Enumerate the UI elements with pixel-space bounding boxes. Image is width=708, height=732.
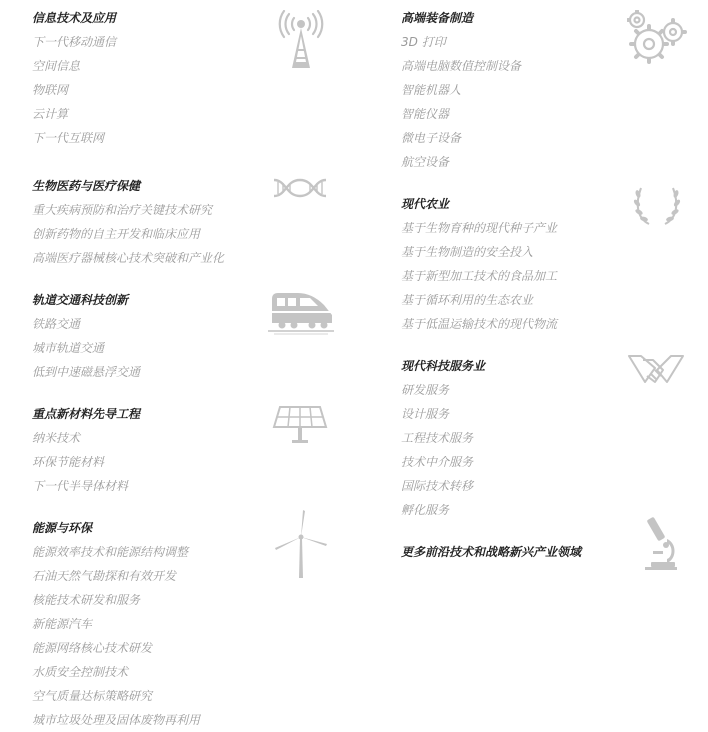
section-item[interactable]: 能源效率技术和能源结构调整 [32, 545, 189, 559]
section-item[interactable]: 技术中介服务 [401, 455, 474, 469]
section-item[interactable]: 微电子设备 [401, 131, 462, 145]
section-title[interactable]: 信息技术及应用 [32, 11, 117, 25]
section-item[interactable]: 高端电脑数值控制设备 [401, 59, 522, 73]
section-item[interactable]: 重大疾病预防和治疗关键技术研究 [32, 203, 213, 217]
microscope-icon [639, 515, 679, 571]
section-item[interactable]: 基于低温运输技术的现代物流 [401, 317, 558, 331]
section-item[interactable]: 下一代移动通信 [32, 35, 117, 49]
section-title[interactable]: 现代农业 [401, 197, 450, 211]
section-item[interactable]: 空间信息 [32, 59, 81, 73]
section-title[interactable]: 高端装备制造 [401, 11, 474, 25]
section-item[interactable]: 云计算 [32, 107, 69, 121]
section-title[interactable]: 更多前沿技术和战略新兴产业领域 [401, 545, 582, 559]
section-title[interactable]: 重点新材料先导工程 [32, 407, 141, 421]
dna-icon [272, 178, 328, 198]
section-item[interactable]: 创新药物的自主开发和临床应用 [32, 227, 201, 241]
section-item[interactable]: 下一代半导体材料 [32, 479, 129, 493]
section-item[interactable]: 低到中速磁悬浮交通 [32, 365, 141, 379]
handshake-icon [627, 352, 685, 388]
section-item[interactable]: 基于生物育种的现代种子产业 [401, 221, 558, 235]
gears-icon [627, 10, 687, 66]
section-item[interactable]: 石油天然气勘探和有效开发 [32, 569, 177, 583]
section-item[interactable]: 航空设备 [401, 155, 450, 169]
section-title[interactable]: 生物医药与医疗保健 [32, 179, 141, 193]
section-item[interactable]: 环保节能材料 [32, 455, 105, 469]
section-item[interactable]: 城市轨道交通 [32, 341, 105, 355]
section-item[interactable]: 铁路交通 [32, 317, 81, 331]
section-item[interactable]: 物联网 [32, 83, 69, 97]
section-item[interactable]: 智能机器人 [401, 83, 462, 97]
section-item[interactable]: 基于生物制造的安全投入 [401, 245, 534, 259]
section-item[interactable]: 国际技术转移 [401, 479, 474, 493]
section-item[interactable]: 孵化服务 [401, 503, 450, 517]
train-icon [268, 291, 334, 335]
section-title[interactable]: 现代科技服务业 [401, 359, 486, 373]
section-item[interactable]: 下一代互联网 [32, 131, 105, 145]
section-item[interactable]: 高端医疗器械核心技术突破和产业化 [32, 251, 225, 265]
solar-panel-icon [272, 405, 328, 445]
section-item[interactable]: 研发服务 [401, 383, 450, 397]
section-item[interactable]: 智能仪器 [401, 107, 450, 121]
section-title[interactable]: 轨道交通科技创新 [32, 293, 129, 307]
laurel-wreath-icon [633, 184, 681, 226]
radio-tower-icon [272, 10, 330, 72]
section-title[interactable]: 能源与环保 [32, 521, 93, 535]
section-item[interactable]: 城市垃圾处理及固体废物再利用 [32, 713, 201, 727]
section-item[interactable]: 能源网络核心技术研发 [32, 641, 153, 655]
section-item[interactable]: 水质安全控制技术 [32, 665, 129, 679]
section-item[interactable]: 基于新型加工技术的食品加工 [401, 269, 558, 283]
section-item[interactable]: 核能技术研发和服务 [32, 593, 141, 607]
section-item[interactable]: 工程技术服务 [401, 431, 474, 445]
wind-turbine-icon [274, 510, 328, 578]
section-item[interactable]: 新能源汽车 [32, 617, 93, 631]
section-item[interactable]: 空气质量达标策略研究 [32, 689, 153, 703]
section-item[interactable]: 纳米技术 [32, 431, 81, 445]
section-item[interactable]: 基于循环利用的生态农业 [401, 293, 534, 307]
section-item[interactable]: 设计服务 [401, 407, 450, 421]
section-item[interactable]: 3D 打印 [401, 35, 446, 49]
